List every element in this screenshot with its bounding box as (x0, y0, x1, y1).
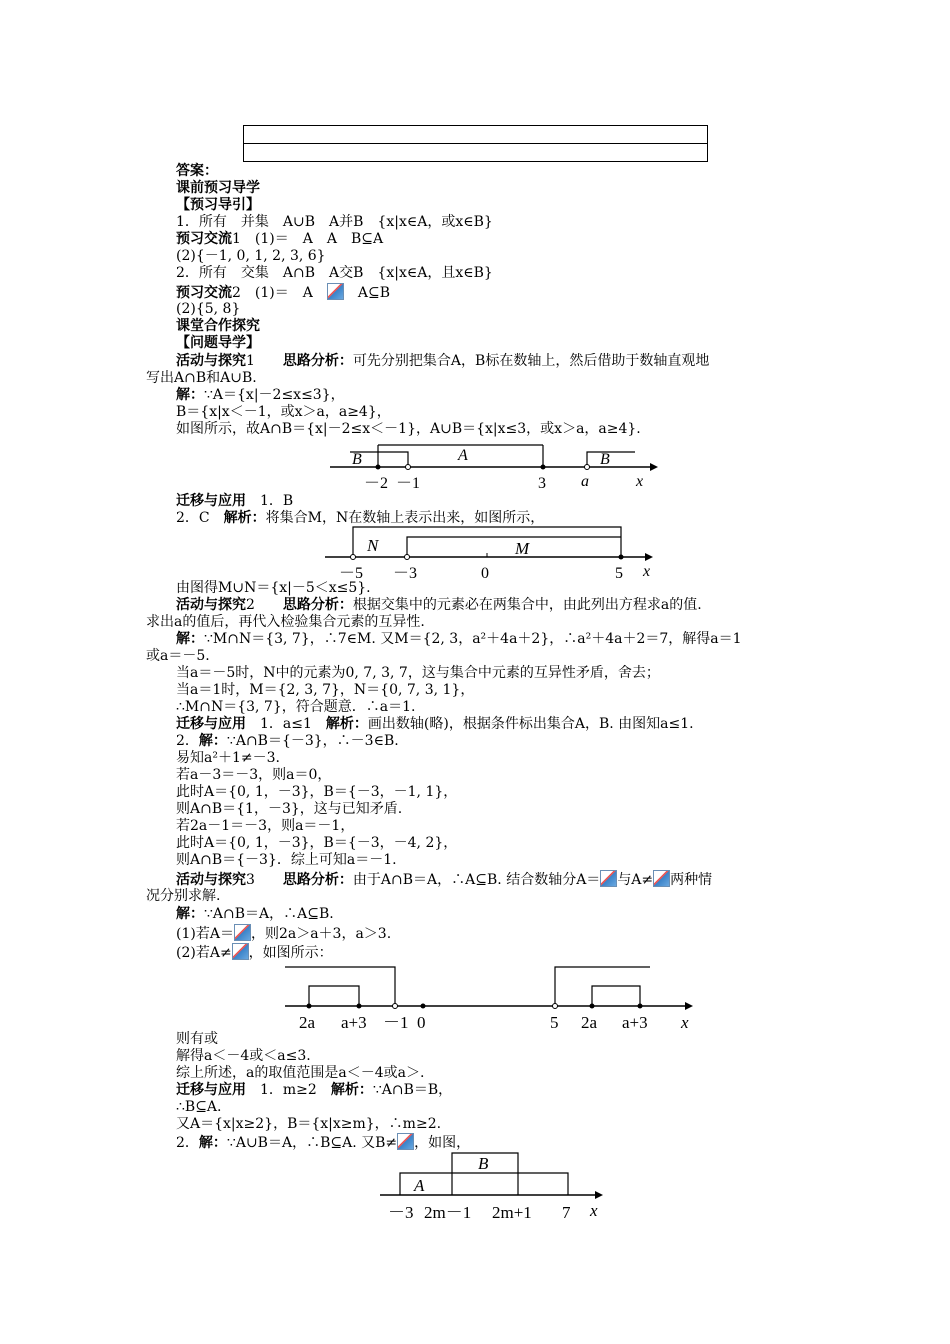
subheading-preview-guide: 【预习导引】 (176, 197, 260, 213)
text-line (176, 283, 390, 302)
answer-heading: 答案： (176, 163, 218, 179)
text-span: 1．a≤1 (260, 716, 326, 732)
label-b-left: B (352, 451, 362, 468)
label-m: M (515, 539, 530, 558)
text-line: 如图所示，故A∩B＝{x|－2≤x＜－1}，A∪B＝{x|x≤3，或x＞a，a≥4}. (176, 421, 641, 437)
text-line: B＝{x|x＜－1，或x＞a，a≥4}， (176, 404, 391, 420)
tick-label: 5 (615, 565, 623, 582)
tick-label: 2a (581, 1013, 598, 1032)
text-span: ，则2a＞a＋3，a＞3. (250, 926, 392, 942)
text-line: 综上所述，a的取值范围是a＜－4或a＞. (176, 1065, 425, 1081)
label-bold: 迁移与应用 (176, 1082, 246, 1098)
label-bold: 解： (176, 631, 204, 647)
tick-label: 2a (299, 1013, 316, 1032)
label-bold: 思路分析： (282, 353, 353, 369)
number-line-figure-4 (380, 1150, 610, 1225)
number-line-figure-2 (325, 522, 665, 582)
point-5 (619, 555, 624, 560)
label-bold: 活动与探究 (176, 597, 246, 613)
text-span: ∵A∪B＝A，∴B⊆A. 又B≠ (226, 1135, 398, 1151)
section-heading-class: 课堂合作探究 (176, 318, 260, 334)
tick-label: －1 (396, 475, 421, 492)
text-span: 由于A∩B＝A，∴A⊆B. 结合数轴分A＝ (352, 872, 601, 888)
label-bold: 预习交流 (176, 231, 232, 247)
text-span: (1)若A＝ (176, 926, 234, 942)
empty-set-icon (234, 924, 251, 941)
text-span: 1 (246, 353, 269, 369)
axis-label-x: x (643, 563, 651, 580)
text-span: 2 (1)＝ A (232, 285, 313, 301)
label-bold: 解析： (325, 716, 368, 732)
empty-set-icon (653, 870, 670, 887)
text-line: 则A∩B＝{1，－3}，这与已知矛盾. (176, 801, 403, 817)
header-table-row-2 (243, 143, 708, 162)
point-a (585, 465, 590, 470)
text-line: 若a－3＝－3，则a＝0， (176, 767, 332, 783)
set-a-left-bracket (378, 452, 408, 467)
text-span: 将集合M，N在数轴上表示出来，如图所示， (265, 510, 545, 526)
tick-label: 3 (538, 475, 546, 492)
text-line: 2．所有 交集 A∩B A交B {x|x∈A，且x∈B} (176, 265, 493, 281)
label-bold: 解： (198, 733, 227, 749)
text-line (176, 870, 712, 889)
number-line-figure-1 (330, 440, 660, 495)
text-line: 或a＝－5. (146, 648, 210, 664)
label-bold: 思路分析： (282, 597, 353, 613)
tick-label: －3 (393, 565, 418, 582)
tick-label: 2m+1 (492, 1203, 532, 1222)
text-line (176, 353, 709, 370)
tick-label: a (581, 473, 589, 490)
empty-set-icon (327, 283, 344, 300)
text-line: 当a＝1时，M＝{2, 3, 7}，N＝{0, 7, 3, 1}， (176, 682, 475, 698)
point-2a-right (590, 1004, 595, 1009)
text-span: 2 (246, 597, 269, 613)
set-a-right-interval (592, 986, 640, 1006)
text-line: 若2a－1＝－3，则a＝－1， (176, 818, 355, 834)
tick-label: －1 (383, 1013, 409, 1032)
text-span: ，如图， (414, 1135, 471, 1151)
set-n-bracket (353, 527, 621, 557)
tick-label: a+3 (622, 1013, 648, 1032)
point-a3-left (357, 1004, 362, 1009)
axis-label-x: x (590, 1201, 598, 1220)
label-bold: 解： (198, 1135, 227, 1151)
section-heading-preview: 课前预习导学 (176, 180, 260, 196)
point-5 (553, 1004, 558, 1009)
text-line: 解得a＜－4或＜a≤3. (176, 1048, 311, 1064)
point-a3-right (638, 1004, 643, 1009)
label-bold: 解： (176, 387, 204, 403)
point-minus-1 (393, 1004, 398, 1009)
tick-label: －3 (388, 1203, 414, 1222)
axis-label-x: x (681, 1013, 689, 1032)
label-a: A (414, 1176, 425, 1195)
text-line (176, 733, 399, 750)
text-line: 由图得M∪N＝{x|－5＜x≤5}. (176, 580, 371, 596)
label-bold: 活动与探究 (176, 872, 246, 888)
text-line (176, 906, 334, 923)
label-bold: 解析： (330, 1082, 373, 1098)
set-a-interval (400, 1173, 568, 1195)
text-span: (2)若A≠ (176, 945, 232, 961)
empty-set-icon (600, 870, 617, 887)
label-bold: 解析： (223, 510, 266, 526)
text-span: ，如图所示： (248, 945, 333, 961)
text-line (176, 387, 345, 404)
text-line: 此时A＝{0, 1，－3}，B＝{－3，－4, 2}， (176, 835, 458, 851)
text-line: ∴M∩N＝{3, 7}，符合题意．∴a＝1. (176, 699, 416, 715)
empty-set-icon (232, 943, 249, 960)
label-bold: 迁移与应用 (176, 716, 246, 732)
empty-set-icon (397, 1133, 414, 1150)
text-span: 2． (176, 1135, 199, 1151)
axis-arrow (595, 1191, 603, 1199)
text-line: 此时A＝{0, 1，－3}，B＝{－3，－1, 1}， (176, 784, 458, 800)
text-span: A⊆B (357, 285, 390, 301)
text-line: 又A＝{x|x≥2}，B＝{x|x≥m}，∴m≥2. (176, 1116, 442, 1132)
text-line: 1．所有 并集 A∪B A并B {x|x∈A，或x∈B} (176, 214, 493, 230)
point-2a-left (307, 1004, 312, 1009)
axis-arrow (685, 1002, 693, 1010)
point-minus-5 (351, 555, 356, 560)
text-span: 1．m≥2 (260, 1082, 331, 1098)
text-span: 1．B (260, 493, 294, 509)
text-line: 写出A∩B和A∪B. (146, 370, 257, 386)
tick-label: －5 (339, 565, 364, 582)
tick-label: a+3 (341, 1013, 367, 1032)
text-line: 求出a的值后，再代入检验集合元素的互异性. (146, 614, 425, 630)
label-a: A (458, 447, 468, 464)
label-bold: 预习交流 (176, 285, 232, 301)
text-span: 可先分别把集合A，B标在数轴上，然后借助于数轴直观地 (352, 353, 710, 369)
text-line (176, 943, 333, 962)
text-span: 根据交集中的元素必在两集合中，由此列出方程求a的值. (352, 597, 702, 613)
axis-arrow (650, 463, 658, 471)
text-span: ∵A＝{x|－2≤x≤3}， (204, 387, 345, 403)
text-span: ∵M∩N＝{3, 7}，∴7∈M. 又M＝{2, 3，a²＋4a＋2}，∴a²＋4a＋2＝7，解得a＝1 (204, 631, 742, 647)
set-a-left-interval (309, 986, 359, 1006)
subheading-problem-guide: 【问题导学】 (176, 335, 260, 351)
label-n: N (367, 536, 379, 555)
text-span: ∵A∩B＝{－3}，∴－3∈B. (226, 733, 399, 749)
tick-label: 2m－1 (424, 1203, 472, 1222)
tick-label: 0 (417, 1013, 426, 1032)
label-b: B (478, 1154, 489, 1173)
number-line-figure-3 (285, 962, 705, 1034)
text-line (176, 493, 293, 510)
text-span: 画出数轴(略)，根据条件标出集合A，B. 由图知a≤1. (367, 716, 694, 732)
set-b-right-bracket (587, 452, 635, 467)
text-line: 则A∩B＝{－3}．综上可知a＝－1. (176, 852, 397, 868)
text-line (176, 1082, 452, 1099)
text-span: 两种情 (670, 872, 713, 888)
text-line (176, 597, 702, 614)
set-m-bracket (407, 537, 621, 557)
label-bold: 活动与探究 (176, 353, 246, 369)
text-span: 3 (246, 872, 269, 888)
point-3 (541, 465, 546, 470)
point-minus-2 (376, 465, 381, 470)
text-span: 1 (1)＝ A A B⊆A (232, 231, 384, 247)
text-line: 当a＝－5时，N中的元素为0, 7, 3, 7，这与集合中元素的互异性矛盾，舍去； (176, 665, 660, 681)
text-line: 则有或 (176, 1031, 218, 1047)
axis-arrow (645, 553, 653, 561)
text-line (176, 231, 383, 248)
point-minus-1 (406, 465, 411, 470)
text-line: (2){5, 8} (176, 301, 241, 317)
tick-label: 0 (481, 565, 489, 582)
header-table-row-1 (243, 125, 708, 144)
text-line: 易知a²＋1≠－3. (176, 750, 280, 766)
text-span: ∵A∩B＝B， (372, 1082, 453, 1098)
text-span: ∵A∩B＝A，∴A⊆B. (204, 906, 334, 922)
label-bold: 思路分析： (282, 872, 353, 888)
tick-label: －2 (364, 475, 389, 492)
text-line (176, 924, 391, 943)
text-line: (2){－1, 0, 1, 2, 3, 6} (176, 248, 326, 264)
tick-label: 7 (562, 1203, 571, 1222)
text-span: 2． (176, 733, 199, 749)
label-bold: 迁移与应用 (176, 493, 246, 509)
text-line (176, 716, 694, 733)
axis-label-x: x (636, 473, 644, 490)
text-line: 况分别求解. (146, 888, 221, 904)
tick-label: 5 (550, 1013, 559, 1032)
text-line (176, 631, 742, 648)
point-0 (421, 1004, 426, 1009)
point-minus-3 (405, 555, 410, 560)
text-span: 与A≠ (617, 872, 654, 888)
label-bold: 解： (176, 906, 204, 922)
text-span: 2．C (176, 510, 224, 526)
label-b-right: B (600, 451, 610, 468)
text-line: ∴B⊆A. (176, 1099, 222, 1115)
